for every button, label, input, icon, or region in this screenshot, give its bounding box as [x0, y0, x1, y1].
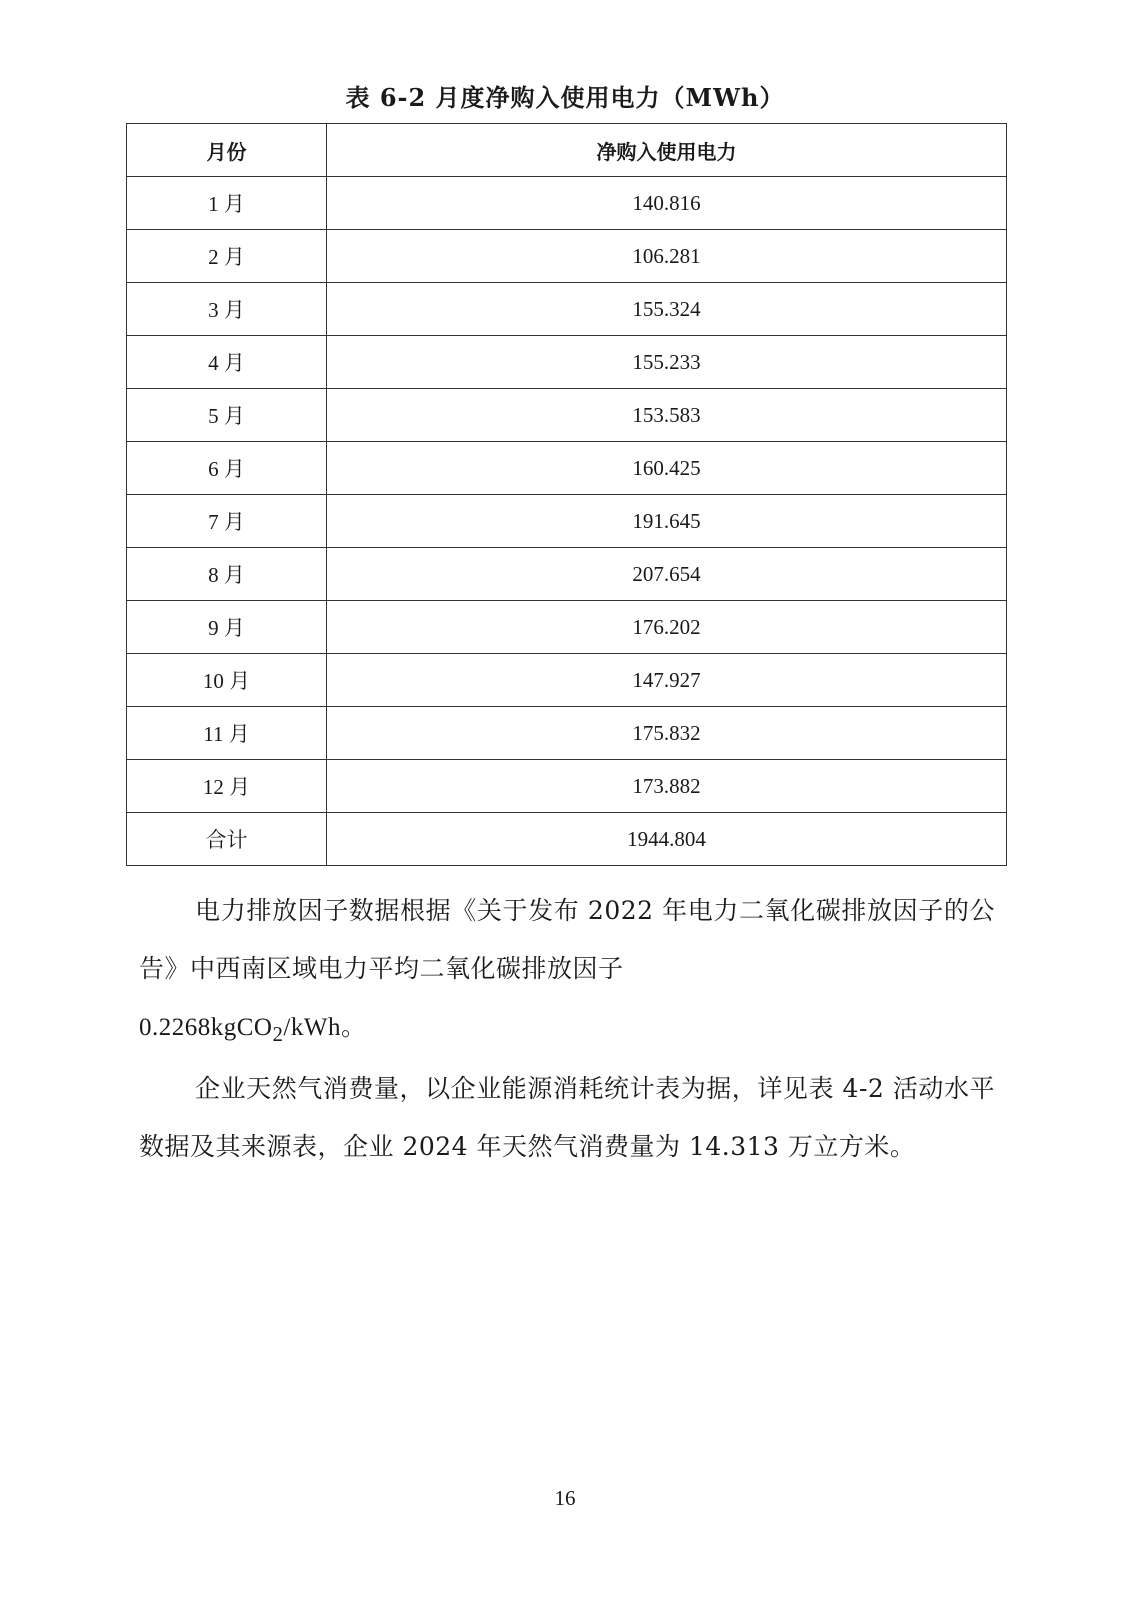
month-cell: 8 月 [127, 548, 327, 601]
value-cell: 191.645 [327, 495, 1007, 548]
value-cell: 176.202 [327, 601, 1007, 654]
value-cell: 207.654 [327, 548, 1007, 601]
total-label-cell: 合计 [127, 813, 327, 866]
table-row [127, 548, 1007, 601]
table-row [127, 760, 1007, 813]
value-cell: 153.583 [327, 389, 1007, 442]
table-caption: 表 6-2 月度净购入使用电力（MWh） [345, 83, 785, 112]
natural-gas-text: 企业天然气消费量，以企业能源消耗统计表为据，详见表 4-2 活动水平数据及其来源表，企业 2024 年天然气消费量为 14.313 万立方米。 [139, 1074, 995, 1161]
table-row [127, 230, 1007, 283]
value-cell: 155.324 [327, 283, 1007, 336]
table-row [127, 177, 1007, 230]
month-cell: 1 月 [127, 177, 327, 230]
table-row [127, 495, 1007, 548]
value-cell: 173.882 [327, 760, 1007, 813]
value-cell: 106.281 [327, 230, 1007, 283]
month-cell: 12 月 [127, 760, 327, 813]
table-row [127, 283, 1007, 336]
table-row [127, 389, 1007, 442]
month-cell: 9 月 [127, 601, 327, 654]
month-cell: 2 月 [127, 230, 327, 283]
value-cell: 155.233 [327, 336, 1007, 389]
table-row [127, 601, 1007, 654]
table-total-row [127, 813, 1007, 866]
table-row [127, 654, 1007, 707]
header-electricity: 净购入使用电力 [327, 124, 1007, 177]
header-month: 月份 [127, 124, 327, 177]
value-cell: 175.832 [327, 707, 1007, 760]
table-header-row [127, 124, 1007, 177]
month-cell: 4 月 [127, 336, 327, 389]
month-cell: 6 月 [127, 442, 327, 495]
month-cell: 7 月 [127, 495, 327, 548]
value-cell: 140.816 [327, 177, 1007, 230]
table-row [127, 442, 1007, 495]
page-number: 16 [554, 1486, 576, 1510]
month-cell: 5 月 [127, 389, 327, 442]
month-cell: 3 月 [127, 283, 327, 336]
value-cell: 160.425 [327, 442, 1007, 495]
value-cell: 147.927 [327, 654, 1007, 707]
month-cell: 11 月 [127, 707, 327, 760]
total-value-cell: 1944.804 [327, 813, 1007, 866]
table-row [127, 336, 1007, 389]
month-cell: 10 月 [127, 654, 327, 707]
emission-factor-text: 电力排放因子数据根据《关于发布 2022 年电力二氧化碳排放因子的公告》中西南区域电力平均二氧化碳排放因子 [139, 896, 995, 983]
natural-gas-paragraph [139, 1060, 995, 1176]
table-row [127, 707, 1007, 760]
emission-factor-value: 0.2268kgCO$_2$/kWh。 [139, 1014, 367, 1046]
emission-factor-paragraph [139, 882, 995, 1063]
monthly-electricity-table [126, 123, 1007, 866]
